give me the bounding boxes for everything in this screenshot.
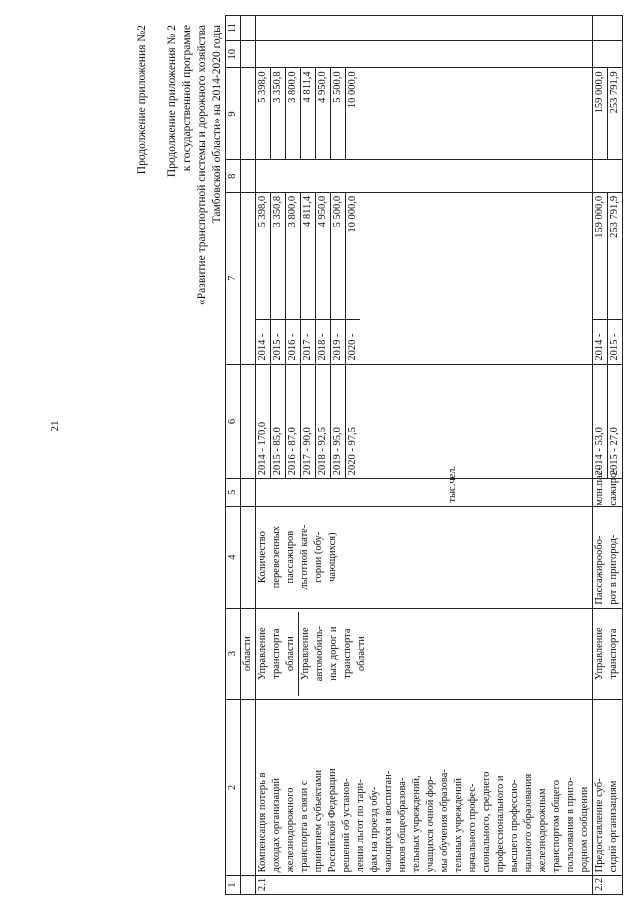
target-value: 2014 - 170,0 [257,421,268,476]
text-line: транспорта [342,628,353,679]
measure-name-cell [256,699,593,876]
column-number: 2 [226,699,241,876]
column-number: 6 [226,364,241,479]
funding-by-year [593,193,622,364]
amount: 4 950,0 [316,193,331,320]
text-line: транспортом общего [551,780,562,873]
amount: 3 800,0 [286,68,301,159]
year-label: 2015 - [608,320,623,364]
amount: 5 500,0 [331,68,346,159]
rotated-page-content [135,15,620,900]
funding-cell [593,192,623,364]
executor-cell [593,608,623,699]
text-line: тельных учреждений [453,777,464,873]
column-number: 7 [226,192,241,364]
text-line: ников общеобразова- [397,777,408,873]
header-line: к государственной программе [181,25,193,172]
target-value: 2019 - 95,0 [331,365,346,479]
target-value: 2020 - 97,5 [346,365,361,479]
header-line: Продолжение приложения № 2 [166,25,178,178]
column-number: 8 [226,160,241,192]
header-line: Продолжение приложения №2 [136,25,148,175]
target-value: 2016 - 87,0 [286,365,301,479]
text-line: млн.пас- [594,467,605,506]
text-line: фам на проезд обу- [369,786,380,873]
text-line: ных дорог и [328,626,339,681]
indicator-cell [593,506,623,608]
target-value: 2015 - 27,0 [608,365,623,479]
text-line: рот в пригород- [608,534,619,605]
text-line: Компенсация потерь в [257,772,268,873]
text-line: области [285,636,296,672]
text-line: транспорта [271,628,282,679]
funding-cell [256,192,593,364]
target-values-cell [593,364,623,479]
text-line: сажиро- [608,469,619,506]
text-line: чающихся и воспитан- [383,770,394,873]
target-value: 2015 - 85,0 [271,365,286,479]
target-value: 2018 - 92,5 [316,365,331,479]
header-line: «Развитие транспортной системы и дорожного хозяйства [196,25,208,305]
text-line: транспорта в связи с [299,780,310,873]
unit-cell: тыс.чел. [256,479,593,506]
amount: 10 000,0 [346,193,361,320]
executor-cell [256,608,593,699]
amount: 253 791,9 [608,68,623,159]
text-line: принятием субъектами [313,769,324,873]
text-line: Количество [257,531,268,584]
amount: 3 800,0 [286,193,301,320]
text-line: железнодорожного [285,787,296,873]
funding-by-year [256,193,360,364]
executor-cell: области [241,608,256,699]
column-number: 4 [226,506,241,608]
measure-name-cell [593,699,623,876]
year-label: 2019 - [331,320,346,364]
target-values [593,365,622,479]
text-line: чающихся) [327,532,338,582]
text-line: тельных учреждений, [411,775,422,873]
amount: 4 811,4 [301,68,316,159]
text-line: доходах организаций [271,777,282,873]
text-line: высшего профессио- [509,779,520,873]
amount: 5 398,0 [257,71,268,103]
year-label: 2014 - [594,333,605,361]
table-row [593,16,623,895]
text-line: сидий организациям [608,780,619,873]
continuation-note [135,25,150,174]
year-label: 2020 - [346,320,361,364]
text-line: Российской Федерации [327,768,338,873]
text-line: профессионального и [495,775,506,873]
unit-cell [593,467,623,506]
text-line: пользования в приго- [565,777,576,873]
text-line: гории (обу- [313,531,324,583]
text-line: Управление [594,627,605,680]
amount: 4 811,4 [301,193,316,320]
amount: 159 000,0 [594,71,605,114]
program-table [225,15,623,895]
amount: 3 350,8 [271,193,286,320]
column-number: 11 [226,16,241,41]
text-line: Предоставление суб- [594,778,605,873]
year-label: 2018 - [316,320,331,364]
amount: 253 791,9 [608,193,623,320]
year-label: 2015 - [271,320,286,364]
column-number: 9 [226,68,241,160]
amount: 10 000,0 [346,68,361,159]
column-number: 3 [226,608,241,699]
text-line: Управление [298,612,313,696]
target-values [256,365,360,479]
row-number: 2.2 [593,876,623,895]
year-label: 2017 - [301,320,316,364]
column-number: 1 [226,876,241,895]
amount: 3 350,8 [271,68,286,159]
text-line: автомобиль- [314,625,325,682]
table-row [241,16,256,895]
text-line: области [356,636,367,672]
text-line: нального образования [523,773,534,873]
text-line: родном сообщении [579,786,590,873]
amount: 5 398,0 [256,193,271,320]
text-line: пассажиров [285,530,296,584]
year-label: 2014 - [257,333,268,361]
text-line: начального профес- [467,783,478,873]
amount: 5 500,0 [331,193,346,320]
regional-budget-cell [256,68,593,160]
text-line: учащихся очной фор- [425,776,436,873]
amount: 4 950,0 [316,68,331,159]
text-line: льготной кате- [299,524,310,590]
text-line: Пассажирообо- [594,535,605,605]
column-number: 10 [226,40,241,67]
column-number-row [226,16,241,895]
target-value: 2017 - 90,0 [301,365,316,479]
indicator-cell [256,506,593,608]
table-row [256,16,593,895]
text-line: железнодорожным [537,788,548,873]
target-value: 2014 - 53,0 [594,427,605,476]
header-line: Тамбовской области» на 2014-2020 годы [211,25,223,224]
text-line: мы обучения образова- [439,769,450,873]
amount: 159 000,0 [593,193,608,320]
target-values-cell [256,364,593,479]
row-number: 2.1 [256,876,593,895]
text-line: Управление [257,627,268,680]
text-line: сионального, среднего [481,771,492,873]
column-number: 5 [226,479,241,506]
year-label: 2016 - [286,320,301,364]
text-line: перевезенных [271,526,282,589]
text-line: транспорта [608,628,619,679]
regional-budget-values [256,68,360,159]
page-number: 21 [49,420,61,432]
text-line: решений об установ- [341,778,352,873]
regional-budget-values [593,68,622,159]
appendix-header [165,25,225,305]
regional-budget-cell [593,68,623,160]
text-line: лении льгот по тари- [355,779,366,873]
